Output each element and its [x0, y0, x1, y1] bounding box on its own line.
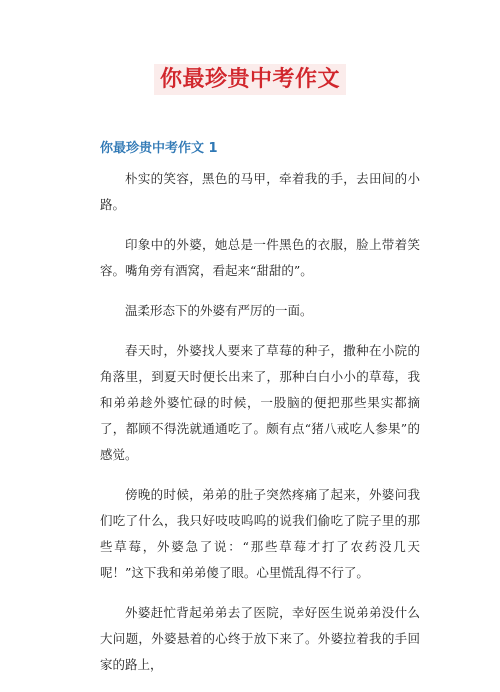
- paragraph: 印象中的外婆，她总是一件黑色的衣服，脸上带着笑容。嘴角旁有酒窝，看起来“甜甜的”。: [100, 237, 420, 278]
- section-heading: 你最珍贵中考作文 1: [100, 141, 218, 156]
- paragraph: 傍晚的时候，弟弟的肚子突然疼痛了起来，外婆问我们吃了什么，我只好吱吱呜呜的说我们偷吃了院子里的那些草莓，外婆急了说：“那些草莓才打了农药没几天呢！”这下我和弟弟傻了眼。心里慌乱得不行了。: [100, 487, 420, 580]
- paragraph: 外婆赶忙背起弟弟去了医院，幸好医生说弟弟没什么大问题，外婆悬着的心终于放下来了。外婆拉着我的手回家的路上，: [100, 605, 420, 672]
- paragraph: 温柔形态下的外婆有严厉的一面。: [125, 303, 313, 318]
- paragraph: 朴实的笑容，黑色的马甲，牵着我的手，去田间的小路。: [100, 171, 420, 212]
- paragraph: 春天时，外婆找人要来了草莓的种子，撒种在小院的角落里，到夏天时便长出来了，那种白白小小的草莓，我和弟弟趁外婆忙碌的时候，一股脑的便把那些果实都摘了，都顾不得洗就通通吃了。颇有点“猪八戒吃人参果”的感觉。: [100, 343, 420, 462]
- document-title-text: 你最珍贵中考作文: [154, 64, 346, 95]
- essay-body: [100, 166, 420, 692]
- document-title: [0, 62, 500, 93]
